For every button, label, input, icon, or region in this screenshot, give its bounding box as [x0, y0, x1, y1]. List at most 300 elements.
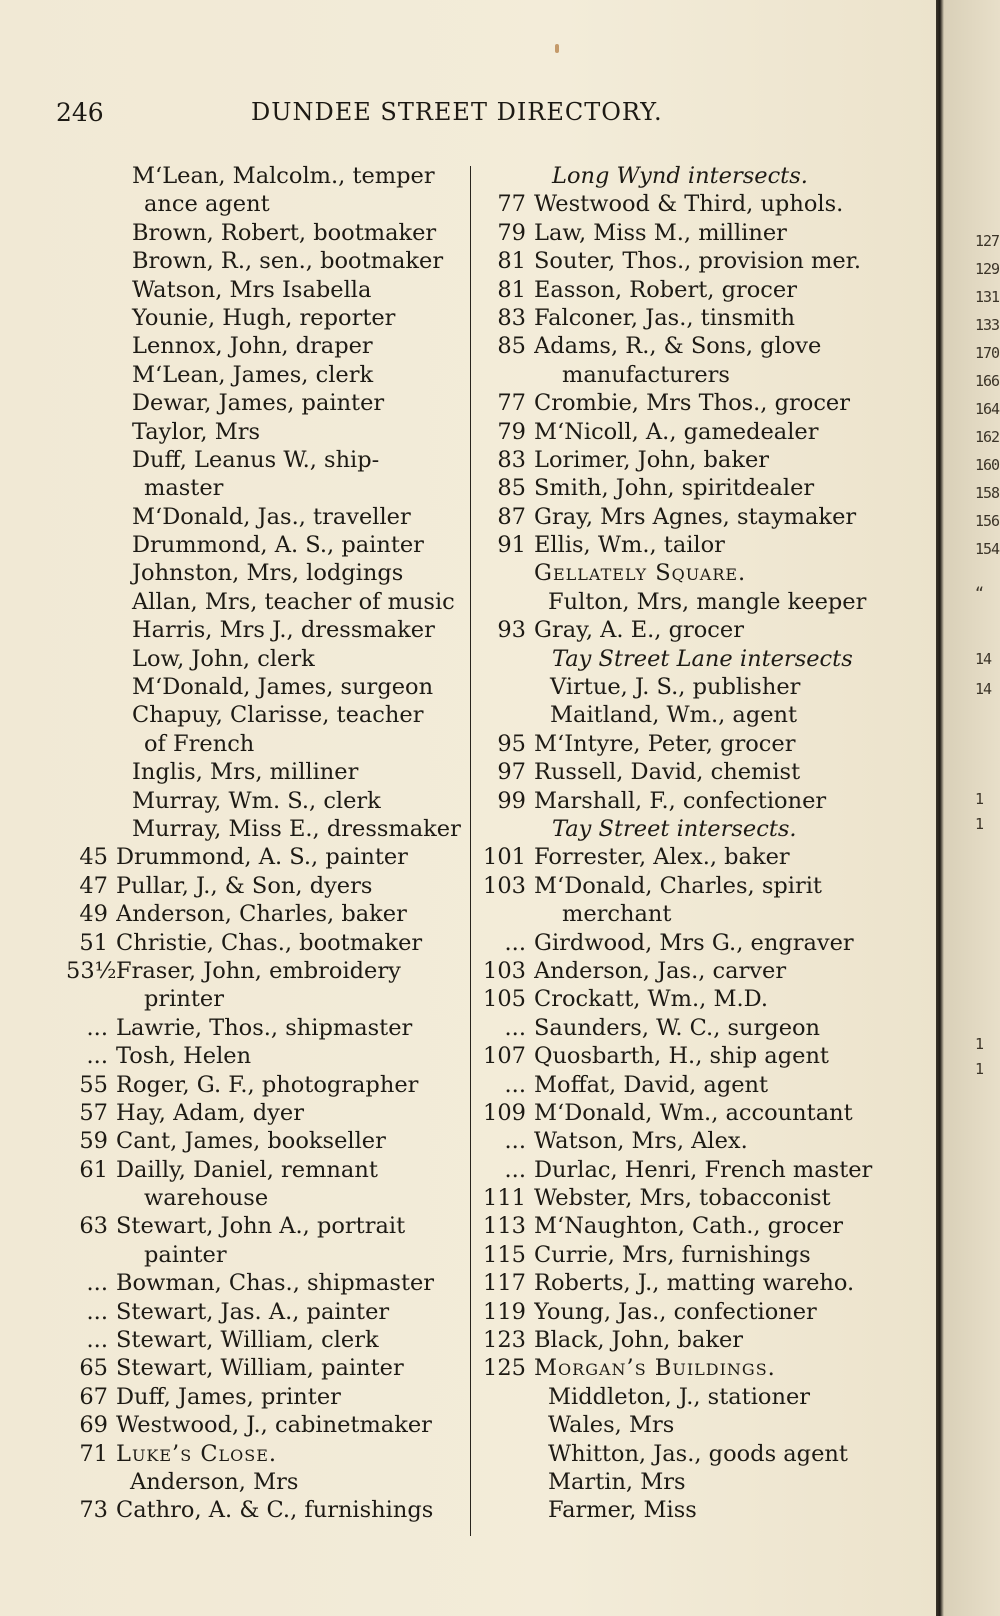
entry-text: Gray, A. E., grocer [534, 617, 744, 644]
directory-entry [66, 1127, 468, 1155]
directory-entry [480, 162, 888, 190]
house-number [66, 219, 116, 247]
house-number [66, 418, 116, 446]
house-number: 49 [79, 901, 108, 928]
house-number: 103 [483, 957, 526, 984]
entry-text: printer [144, 986, 224, 1013]
entry-text: Falconer, Jas., tinsmith [534, 304, 796, 331]
directory-entry [66, 900, 468, 928]
directory-entry [480, 1212, 888, 1240]
house-number [66, 1241, 116, 1269]
entry-text: M‘Lean, Malcolm., temper [132, 163, 435, 189]
house-number [66, 503, 116, 531]
entry-text: manufacturers [562, 361, 730, 388]
directory-entry [66, 1241, 468, 1269]
house-number: 103 [483, 872, 526, 899]
entry-text: Black, John, baker [534, 1327, 744, 1354]
entry-text: Marshall, F., confectioner [534, 787, 827, 814]
house-number: 85 [497, 333, 526, 360]
entry-text: Gellately Square. [534, 560, 747, 587]
facing-page-number: 131 [975, 288, 1000, 306]
directory-entry [66, 1383, 468, 1411]
entry-text: Watson, Mrs, Alex. [534, 1128, 748, 1155]
entry-text: Lorimer, John, baker [534, 446, 770, 473]
entry-text: M‘Nicoll, A., gamedealer [534, 418, 819, 445]
entry-text: Westwood, J., cabinetmaker [116, 1412, 432, 1439]
entry-text: Roberts, J., matting wareho. [534, 1270, 855, 1297]
house-number: 45 [79, 844, 108, 871]
house-number: 63 [79, 1213, 108, 1240]
house-number: 67 [79, 1383, 108, 1410]
entry-text: Duff, Leanus W., ship- [132, 446, 380, 473]
directory-entry [66, 304, 468, 332]
directory-entry [480, 588, 888, 616]
directory-entry [480, 1354, 888, 1382]
directory-entry [66, 1156, 468, 1184]
entry-text: Martin, Mrs [548, 1468, 686, 1495]
house-number: ... [86, 1298, 108, 1325]
entry-text: Harris, Mrs J., dressmaker [132, 617, 435, 644]
directory-entry [66, 446, 468, 474]
directory-entry [480, 985, 888, 1013]
entry-text: Gray, Mrs Agnes, staymaker [534, 503, 857, 530]
directory-entry [480, 418, 888, 446]
entry-text: Roger, G. F., photographer [116, 1071, 419, 1098]
house-number [66, 190, 116, 218]
directory-entry [480, 503, 888, 531]
house-number: 97 [497, 759, 526, 786]
directory-entry [480, 1468, 888, 1496]
directory-entry [66, 389, 468, 417]
house-number [480, 1383, 534, 1411]
directory-entry [66, 787, 468, 815]
directory-entry [480, 673, 888, 701]
facing-page-number: 14 [975, 650, 992, 668]
directory-entry [66, 332, 468, 360]
house-number [66, 474, 116, 502]
entry-text: Durlac, Henri, French master [534, 1156, 873, 1183]
entry-text: Young, Jas., confectioner [534, 1298, 817, 1325]
directory-entry [480, 1411, 888, 1439]
entry-text: Stewart, William, clerk [116, 1327, 379, 1354]
house-number: 79 [497, 219, 526, 246]
entry-text: M‘Donald, Charles, spirit [534, 872, 822, 899]
ink-mark [555, 44, 559, 53]
entry-text: Whitton, Jas., goods agent [548, 1440, 848, 1467]
directory-entry [480, 1440, 888, 1468]
entry-text: Crockatt, Wm., M.D. [534, 986, 769, 1013]
entry-text: merchant [562, 901, 672, 928]
directory-entry [480, 1298, 888, 1326]
house-number [480, 673, 534, 701]
directory-entry [66, 361, 468, 389]
house-number: ... [86, 1327, 108, 1354]
directory-entry [66, 1411, 468, 1439]
house-number [66, 162, 116, 190]
directory-entry [66, 219, 468, 247]
left-column [66, 162, 468, 1525]
entry-text: Inglis, Mrs, milliner [132, 759, 359, 786]
directory-entry [480, 446, 888, 474]
house-number [66, 588, 116, 616]
entry-text: Morgan’s Buildings. [534, 1355, 776, 1382]
house-number [66, 616, 116, 644]
house-number: ... [504, 1156, 526, 1183]
entry-text: Christie, Chas., bootmaker [116, 929, 423, 956]
directory-entry [480, 1184, 888, 1212]
house-number [66, 758, 116, 786]
directory-entry [480, 559, 888, 587]
house-number [66, 276, 116, 304]
house-number: 123 [483, 1327, 526, 1354]
entry-text: Lawrie, Thos., shipmaster [116, 1014, 413, 1041]
entry-text: Girdwood, Mrs G., engraver [534, 929, 854, 956]
entry-text: Virtue, J. S., publisher [550, 674, 801, 701]
house-number: 91 [497, 532, 526, 559]
directory-entry [66, 645, 468, 673]
entry-text: Cant, James, bookseller [116, 1128, 386, 1155]
house-number: ... [504, 1128, 526, 1155]
entry-text: Stewart, William, painter [116, 1355, 404, 1382]
directory-entry [66, 1071, 468, 1099]
directory-entry [480, 1496, 888, 1524]
house-number: ... [504, 1014, 526, 1041]
directory-entry [66, 843, 468, 871]
house-number [66, 701, 116, 729]
directory-entry [66, 1269, 468, 1297]
facing-page-number: 1 [975, 1035, 984, 1053]
house-number [480, 1440, 534, 1468]
facing-page-number: 164 [975, 400, 1000, 418]
facing-page-number: 133 [975, 316, 1000, 334]
entry-text: Hay, Adam, dyer [116, 1099, 304, 1126]
entry-text: Anderson, Jas., carver [534, 957, 787, 984]
directory-entry [480, 1014, 888, 1042]
facing-page-number: 158 [975, 484, 1000, 502]
house-number: 95 [497, 730, 526, 757]
house-number [66, 730, 116, 758]
directory-entry [66, 1042, 468, 1070]
facing-page-number: 1 [975, 790, 984, 808]
entry-text: Quosbarth, H., ship agent [534, 1043, 829, 1070]
directory-entry [480, 247, 888, 275]
directory-entry [480, 332, 888, 360]
entry-text: Allan, Mrs, teacher of music [132, 588, 455, 615]
entry-text: Middleton, J., stationer [548, 1383, 811, 1410]
entry-text: Farmer, Miss [548, 1497, 697, 1524]
house-number: ... [86, 1014, 108, 1041]
house-number [480, 162, 534, 190]
directory-entry [66, 190, 468, 218]
directory-entry [480, 1269, 888, 1297]
entry-text: Johnston, Mrs, lodgings [132, 560, 404, 587]
entry-text: Murray, Wm. S., clerk [132, 787, 381, 814]
house-number [66, 247, 116, 275]
directory-entry [480, 1127, 888, 1155]
facing-page-number: “ [975, 584, 984, 602]
entry-text: Westwood & Third, uphols. [534, 191, 844, 218]
entry-text: Forrester, Alex., baker [534, 844, 790, 871]
entry-text: Russell, David, chemist [534, 759, 801, 786]
directory-entry [66, 418, 468, 446]
house-number: 77 [497, 191, 526, 218]
entry-text: Currie, Mrs, furnishings [534, 1241, 811, 1268]
entry-text: Younie, Hugh, reporter [132, 304, 396, 331]
entry-text: Ellis, Wm., tailor [534, 532, 725, 559]
house-number [66, 645, 116, 673]
right-column [480, 162, 888, 1525]
house-number: 57 [79, 1099, 108, 1126]
entry-text: Cathro, A. & C., furnishings [116, 1497, 434, 1524]
entry-text: master [144, 475, 224, 502]
directory-entry [480, 1383, 888, 1411]
running-title: DUNDEE STREET DIRECTORY. [251, 98, 663, 126]
entry-text: Smith, John, spiritdealer [534, 475, 815, 502]
directory-entry [66, 929, 468, 957]
entry-text: Souter, Thos., provision mer. [534, 248, 862, 275]
entry-text: Stewart, Jas. A., painter [116, 1298, 390, 1325]
house-number: 81 [497, 248, 526, 275]
entry-text: Maitland, Wm., agent [550, 702, 798, 729]
entry-text: Anderson, Charles, baker [116, 901, 407, 928]
entry-text: Bowman, Chas., shipmaster [116, 1270, 435, 1297]
facing-page-number: 1 [975, 815, 984, 833]
entry-text: Brown, Robert, bootmaker [132, 219, 437, 246]
house-number [480, 1411, 534, 1439]
house-number [66, 787, 116, 815]
entry-text: Wales, Mrs [548, 1412, 675, 1439]
directory-entry [66, 730, 468, 758]
entry-text: Adams, R., & Sons, glove [534, 333, 822, 360]
house-number [66, 389, 116, 417]
entry-text: M‘Donald, James, surgeon [132, 674, 434, 701]
directory-entry [66, 1468, 468, 1496]
entry-text: Anderson, Mrs [130, 1468, 299, 1495]
house-number: 55 [79, 1071, 108, 1098]
directory-entry [480, 276, 888, 304]
facing-page-number: 170 [975, 344, 1000, 362]
house-number [480, 645, 534, 673]
entry-text: ance agent [144, 191, 270, 218]
house-number [480, 1496, 534, 1524]
directory-entry [66, 1354, 468, 1382]
directory-entry [480, 361, 888, 389]
house-number: 125 [483, 1355, 526, 1382]
entry-text: Long Wynd intersects. [552, 163, 808, 189]
house-number: 79 [497, 418, 526, 445]
house-number: 83 [497, 446, 526, 473]
house-number: 61 [79, 1156, 108, 1183]
facing-page-number: 160 [975, 456, 1000, 474]
entry-text: Chapuy, Clarisse, teacher [132, 702, 424, 729]
house-number: 93 [497, 617, 526, 644]
house-number: 101 [483, 844, 526, 871]
house-number [480, 900, 534, 928]
directory-entry [66, 758, 468, 786]
facing-page-number: 162 [975, 428, 1000, 446]
directory-entry [66, 1326, 468, 1354]
house-number: 113 [483, 1213, 526, 1240]
house-number: ... [504, 929, 526, 956]
directory-entry [480, 190, 888, 218]
entry-text: M‘Donald, Wm., accountant [534, 1099, 853, 1126]
page-number: 246 [56, 98, 104, 127]
directory-entry [480, 872, 888, 900]
house-number: 71 [79, 1440, 108, 1467]
entry-text: Fraser, John, embroidery [116, 957, 401, 984]
directory-entry [480, 1099, 888, 1127]
directory-entry [480, 219, 888, 247]
directory-entry [66, 872, 468, 900]
house-number [66, 531, 116, 559]
house-number [66, 815, 116, 843]
directory-entry [66, 559, 468, 587]
house-number: 51 [79, 929, 108, 956]
house-number: 119 [483, 1298, 526, 1325]
house-number: 111 [483, 1185, 526, 1212]
entry-text: Crombie, Mrs Thos., grocer [534, 390, 850, 417]
house-number [480, 701, 534, 729]
directory-entry [66, 957, 468, 985]
house-number [66, 1184, 116, 1212]
house-number: 105 [483, 986, 526, 1013]
house-number: 77 [497, 390, 526, 417]
house-number [480, 1468, 534, 1496]
directory-entry [66, 701, 468, 729]
house-number: ... [504, 1071, 526, 1098]
house-number: ... [86, 1043, 108, 1070]
house-number [66, 985, 116, 1013]
entry-text: Tay Street intersects. [552, 815, 797, 842]
entry-text: M‘Lean, James, clerk [132, 361, 374, 388]
entry-text: Taylor, Mrs [132, 418, 261, 445]
directory-entry [66, 673, 468, 701]
column-divider [470, 166, 471, 1536]
house-number: ... [86, 1270, 108, 1297]
entry-text: Law, Miss M., milliner [534, 219, 787, 246]
entry-text: Moffat, David, agent [534, 1071, 769, 1098]
directory-entry [66, 503, 468, 531]
facing-page-number: 1 [975, 1060, 984, 1078]
directory-entry [66, 1212, 468, 1240]
directory-entry [480, 957, 888, 985]
entry-text: Pullar, J., & Son, dyers [116, 872, 373, 899]
directory-entry [66, 276, 468, 304]
directory-entry [480, 701, 888, 729]
directory-entry [480, 787, 888, 815]
house-number [66, 559, 116, 587]
house-number [66, 332, 116, 360]
entry-text: Tay Street Lane intersects [552, 645, 853, 672]
entry-text: Drummond, A. S., painter [116, 844, 408, 871]
directory-entry [66, 588, 468, 616]
house-number [480, 815, 534, 843]
entry-text: M‘Intyre, Peter, grocer [534, 730, 796, 757]
directory-entry [66, 247, 468, 275]
directory-entry [480, 929, 888, 957]
directory-entry [66, 474, 468, 502]
entry-text: painter [144, 1241, 227, 1268]
house-number [66, 304, 116, 332]
entry-text: Dailly, Daniel, remnant [116, 1156, 378, 1183]
directory-entry [480, 815, 888, 843]
entry-text: Dewar, James, painter [132, 390, 385, 417]
directory-entry [480, 1241, 888, 1269]
directory-entry [480, 758, 888, 786]
house-number [66, 673, 116, 701]
house-number: 65 [79, 1355, 108, 1382]
entry-text: Stewart, John A., portrait [116, 1213, 406, 1240]
entry-text: Drummond, A. S., painter [132, 532, 424, 559]
house-number: 87 [497, 503, 526, 530]
directory-entry [66, 1014, 468, 1042]
directory-entry [66, 1298, 468, 1326]
house-number: 99 [497, 787, 526, 814]
entry-text: Luke’s Close. [116, 1440, 278, 1467]
entry-text: Murray, Miss E., dressmaker [132, 815, 461, 842]
house-number: 47 [79, 872, 108, 899]
directory-entry [66, 1440, 468, 1468]
house-number: 83 [497, 304, 526, 331]
house-number: 69 [79, 1412, 108, 1439]
facing-page-number: 129 [975, 260, 1000, 278]
directory-entry [480, 645, 888, 673]
house-number [66, 446, 116, 474]
directory-entry [66, 162, 468, 190]
directory-entry [480, 1071, 888, 1099]
house-number [480, 588, 534, 616]
house-number: 107 [483, 1043, 526, 1070]
house-number [66, 361, 116, 389]
entry-text: Tosh, Helen [116, 1043, 252, 1070]
directory-entry [66, 815, 468, 843]
entry-text: Easson, Robert, grocer [534, 276, 797, 303]
house-number: 73 [79, 1497, 108, 1524]
entry-text: warehouse [144, 1185, 269, 1212]
entry-text: Watson, Mrs Isabella [132, 276, 372, 303]
facing-page-number: 14 [975, 680, 992, 698]
directory-entry [66, 531, 468, 559]
directory-entry [480, 730, 888, 758]
entry-text: Lennox, John, draper [132, 333, 373, 360]
entry-text: Saunders, W. C., surgeon [534, 1014, 821, 1041]
entry-text: M‘Donald, Jas., traveller [132, 503, 411, 530]
facing-page-number: 156 [975, 512, 1000, 530]
entry-text: Low, John, clerk [132, 645, 315, 672]
house-number: 109 [483, 1099, 526, 1126]
directory-entry [480, 900, 888, 928]
directory-entry [480, 474, 888, 502]
directory-entry [480, 843, 888, 871]
entry-text: Duff, James, printer [116, 1383, 341, 1410]
directory-entry [480, 1156, 888, 1184]
house-number: 85 [497, 475, 526, 502]
entry-text: Fulton, Mrs, mangle keeper [548, 588, 867, 615]
house-number: 53½ [66, 957, 117, 984]
house-number [66, 1468, 116, 1496]
house-number: 81 [497, 276, 526, 303]
directory-entry [66, 1496, 468, 1524]
entry-text: M‘Naughton, Cath., grocer [534, 1213, 844, 1240]
facing-page-number: 127 [975, 232, 1000, 250]
house-number: 115 [483, 1241, 526, 1268]
house-number [480, 559, 534, 587]
directory-entry [480, 1326, 888, 1354]
directory-entry [66, 985, 468, 1013]
directory-entry [66, 1099, 468, 1127]
facing-page-number: 166 [975, 372, 1000, 390]
entry-text: of French [144, 730, 255, 757]
